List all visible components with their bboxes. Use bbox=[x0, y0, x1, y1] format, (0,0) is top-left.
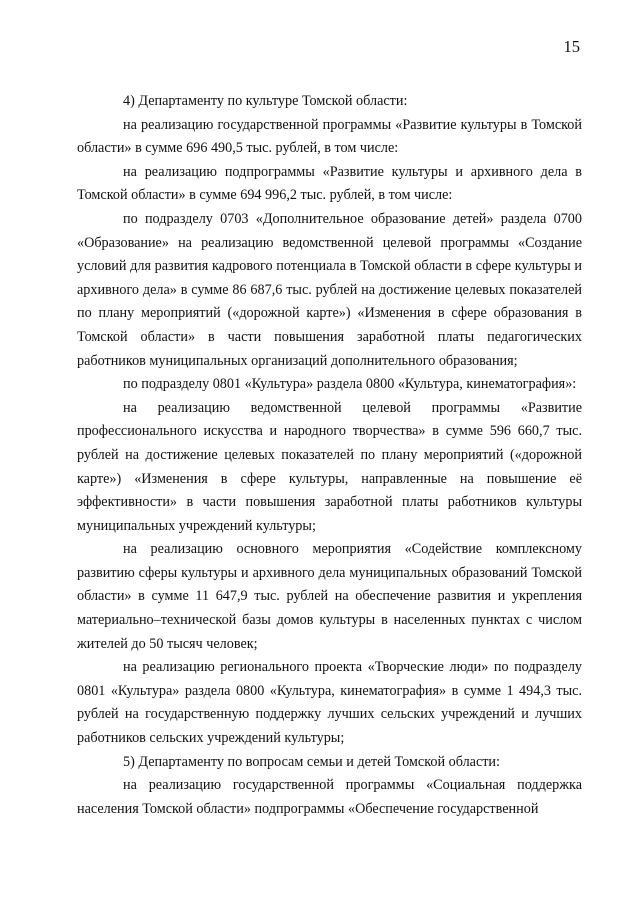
paragraph-subprogram-culture-archives: на реализацию подпрограммы «Развитие культуры и архивного дела в Томской области» в сумме 694 996,2 тыс. рублей, в том числе: bbox=[77, 163, 582, 204]
paragraph-professional-art-program: на реализацию ведомственной целевой программы «Развитие профессионального искусства и народного творчества» в сумме 596 660,7 тыс. рублей на достижение целевых показателей по плану мероприятий («дорожной карте») «Изменения в сфере культуры, направленные на повышение её эффективности» в части повышения заработной платы работников культуры муниципальных учреждений культуры; bbox=[77, 399, 582, 534]
paragraph-department-family-heading: 5) Департаменту по вопросам семьи и детей Томской области: bbox=[123, 753, 500, 770]
body-text bbox=[77, 90, 582, 821]
paragraph-department-culture-heading: 4) Департаменту по культуре Томской области: bbox=[123, 93, 408, 109]
paragraph-regional-project-creative-people: на реализацию регионального проекта «Творческие люди» по подразделу 0801 «Культура» раздела 0800 «Культура, кинематография» в сумме 1 494,3 тыс. рублей на государственную поддержку лучших сельских учреждений и лучших работников сельских учреждений культуры; bbox=[77, 659, 582, 747]
paragraph-social-support-program: на реализацию государственной программы «Социальная поддержка населения Томской области» подпрограммы «Обеспечение государственной bbox=[77, 777, 582, 817]
paragraph-state-program-culture: на реализацию государственной программы «Развитие культуры в Томской области» в сумме 696 490,5 тыс. рублей, в том числе: bbox=[77, 116, 582, 157]
paragraph-main-measure-municipal: на реализацию основного мероприятия «Содействие комплексному развитию сферы культуры и архивного дела муниципальных образований Томской области» в сумме 11 647,9 тыс. рублей на обеспечение развития и укрепления материально–технической базы домов культуры в населенных пунктах с числом жителей до 50 тысяч человек; bbox=[77, 541, 582, 652]
page-number: 15 bbox=[563, 37, 580, 56]
paragraph-subsection-0703: по подразделу 0703 «Дополнительное образование детей» раздела 0700 «Образование» на реализацию ведомственной целевой программы «Создание условий для развития кадрового потенциала в Томской области в сфере культуры и архивного дела» в сумме 86 687,6 тыс. рублей на достижение целевых показателей по плану мероприятий («дорожной карте») «Изменения в сфере образования в Томской области» в части повышения заработной платы педагогических работников муниципальных организаций дополнительного образования; bbox=[77, 210, 582, 369]
paragraph-subsection-0801: по подразделу 0801 «Культура» раздела 0800 «Культура, кинематография»: bbox=[123, 376, 577, 393]
